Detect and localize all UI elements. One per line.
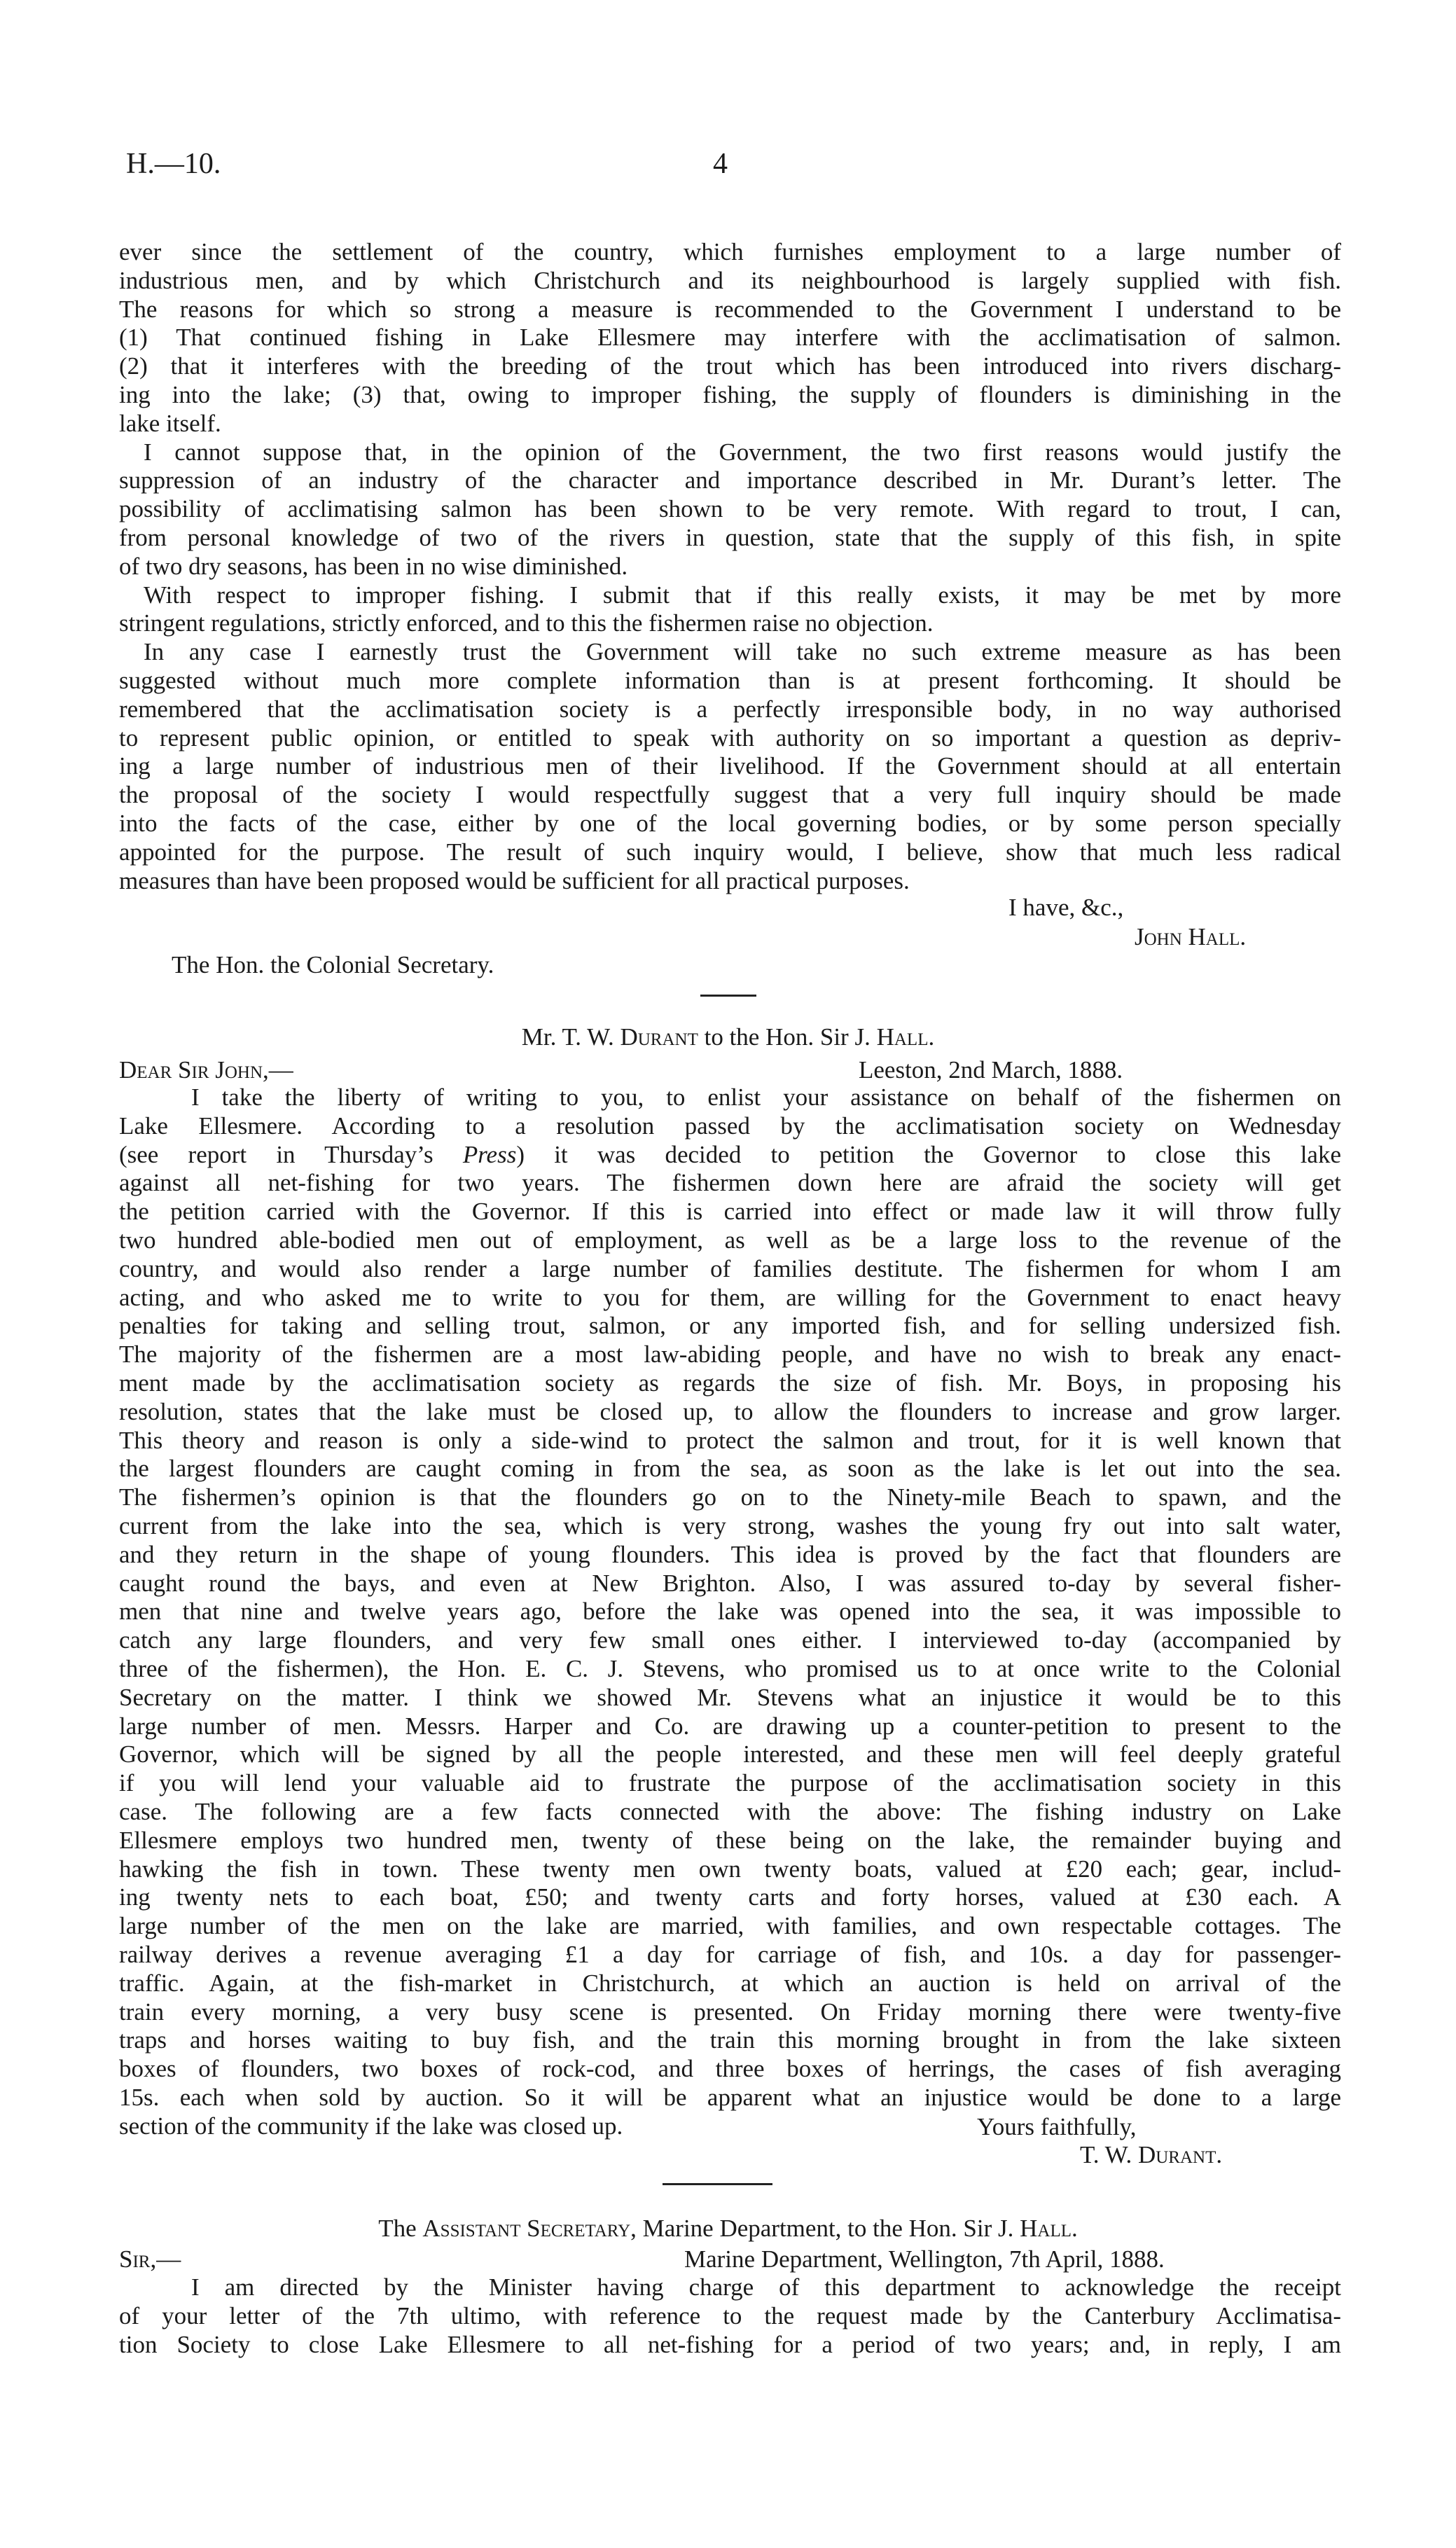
text-line: ing into the lake; (3) that, owing to improper fishing, the supply of flounders is diminishing in the xyxy=(119,380,1341,408)
text-line: The reasons for which so strong a measure is recommended to the Government I understand to be xyxy=(119,295,1341,323)
addressee: The Hon. the Colonial Secretary. xyxy=(172,951,494,978)
section1-body xyxy=(119,238,1341,895)
text-line: the petition carried with the Governor. If this is carried into effect or made law it will throw fully xyxy=(119,1198,1341,1226)
text-line: traffic. Again, at the fish-market in Christchurch, at which an auction is held on arrival of the xyxy=(119,1969,1341,1997)
text-line: to represent public opinion, or entitled to speak with authority on so important a question as depriv- xyxy=(119,723,1341,752)
text-line: if you will lend your valuable aid to frustrate the purpose of the acclimatisation society in this xyxy=(119,1769,1341,1797)
text-line: ment made by the acclimatisation society as regards the size of fish. Mr. Boys, in proposing his xyxy=(119,1369,1341,1397)
text-line: In any case I earnestly trust the Government will take no such extreme measure as has been xyxy=(144,638,1341,666)
letter-body xyxy=(119,1083,1341,2140)
signature-durant: T. W. Durant. xyxy=(1080,2141,1223,2168)
text-line: I cannot suppose that, in the opinion of the Government, the two first reasons would justify the xyxy=(144,438,1341,466)
text-line: Governor, which will be signed by all the people interested, and these men will feel deeply grateful xyxy=(119,1740,1341,1768)
heading-text: to the Hon. Sir J. xyxy=(698,1023,877,1051)
text-line: large number of men. Messrs. Harper and Co. are drawing up a counter-petition to present to the xyxy=(119,1712,1341,1740)
text-line: measures than have been proposed would be sufficient for all practical purposes. xyxy=(119,866,910,894)
text-line: appointed for the purpose. The result of such inquiry would, I believe, show that much less radical xyxy=(119,838,1341,866)
text: ) it was decided to petition the Governor to close this lake xyxy=(516,1140,1341,1168)
text-line: train every morning, a very busy scene is presented. On Friday morning there were twenty-five xyxy=(119,1997,1341,2026)
text-line: ing twenty nets to each boat, £50; and twenty carts and forty horses, valued at £30 each. A xyxy=(119,1883,1341,1911)
text-line: traps and horses waiting to buy fish, and the train this morning brought in from the lake sixteen xyxy=(119,2026,1341,2054)
text-line: Lake Ellesmere. According to a resolution passed by the acclimatisation society on Wednesday xyxy=(119,1112,1341,1140)
salutation: Dear Sir John,— xyxy=(119,1056,293,1083)
text-line: two hundred able-bodied men out of employment, as well as be a large loss to the revenue of the xyxy=(119,1226,1341,1254)
text-line: With respect to improper fishing. I submit that if this really exists, it may be met by more xyxy=(144,581,1341,609)
text-line: suggested without much more complete information than is at present forthcoming. It should be xyxy=(119,666,1341,694)
heading-text: Mr. T. W. xyxy=(521,1023,620,1051)
text-line: men that nine and twelve years ago, before the lake was opened into the sea, it was impossible to xyxy=(119,1598,1341,1626)
text-line: the proposal of the society I would respectfully suggest that a very full inquiry should be made xyxy=(119,781,1341,809)
section-divider xyxy=(663,2183,772,2185)
text-line: stringent regulations, strictly enforced, and to this the fishermen raise no objection. xyxy=(119,609,934,637)
text-line: The majority of the fishermen are a most law-abiding people, and have no wish to break any enact- xyxy=(119,1341,1341,1369)
document-reference: H.—10. xyxy=(126,148,221,180)
letter-body xyxy=(119,2273,1341,2359)
heading-title: Assistant Secretary xyxy=(422,2215,631,2242)
text-line: boxes of flounders, two boxes of rock-cod, and three boxes of herrings, the cases of fish averaging xyxy=(119,2055,1341,2083)
text-line: railway derives a revenue averaging £1 a day for carriage of fish, and 10s. a day for passenger- xyxy=(119,1940,1341,1968)
text-line: possibility of acclimatising salmon has been shown to be very remote. With regard to trout, I can, xyxy=(119,495,1341,523)
place-date: Marine Department, Wellington, 7th April, 1888. xyxy=(684,2245,1165,2273)
closing-yours-faithfully: Yours faithfully, xyxy=(977,2113,1137,2140)
text-line: The fishermen’s opinion is that the flounders go on to the Ninety-mile Beach to spawn, and the xyxy=(119,1483,1341,1511)
text-line: large number of the men on the lake are married, with families, and own respectable cottages. The xyxy=(119,1912,1341,1940)
text-line: resolution, states that the lake must be closed up, to allow the flounders to increase and grow larger. xyxy=(119,1397,1341,1425)
text-line: penalties for taking and selling trout, salmon, or any imported fish, and for selling undersized fish. xyxy=(119,1312,1341,1340)
text-line: industrious men, and by which Christchurch and its neighbourhood is largely supplied with fish. xyxy=(119,266,1341,294)
text-line: suppression of an industry of the character and importance described in Mr. Durant’s letter. The xyxy=(119,466,1341,494)
text-line: I take the liberty of writing to you, to enlist your assistance on behalf of the fishermen on xyxy=(191,1083,1341,1111)
page-number: 4 xyxy=(713,148,728,180)
italic-text: Press xyxy=(462,1140,517,1168)
text-line: ing a large number of industrious men of their livelihood. If the Government should at all entertain xyxy=(119,752,1341,780)
heading-name: Hall. xyxy=(876,1023,935,1051)
text-line: ever since the settlement of the country, which furnishes employment to a large number of xyxy=(119,238,1341,265)
text: (see report in Thursday’s xyxy=(119,1140,463,1168)
text-line: against all net-fishing for two years. The fishermen down here are afraid the society will get xyxy=(119,1169,1341,1197)
text-line: country, and would also render a large number of families destitute. The fishermen for whom I am xyxy=(119,1254,1341,1282)
text-line: (1) That continued fishing in Lake Ellesmere may interfere with the acclimatisation of salmon. xyxy=(119,324,1341,352)
heading-text: , Marine Department, to the Hon. Sir J. xyxy=(630,2215,1020,2242)
text-line: and they return in the shape of young flounders. This idea is proved by the fact that flounders are xyxy=(119,1540,1341,1568)
text-line: hawking the fish in town. These twenty men own twenty boats, valued at £20 each; gear, includ- xyxy=(119,1855,1341,1883)
place-date: Leeston, 2nd March, 1888. xyxy=(859,1056,1123,1083)
signature-john-hall: John Hall. xyxy=(1135,923,1247,950)
text-line: three of the fishermen), the Hon. E. C. J. Stevens, who promised us to at once write to the Colonial xyxy=(119,1654,1341,1682)
text-line: section of the community if the lake was closed up. xyxy=(119,2112,623,2140)
text-line: current from the lake into the sea, which is very strong, washes the young fry out into salt water, xyxy=(119,1511,1341,1539)
heading-text: The xyxy=(378,2215,423,2242)
section-divider xyxy=(700,995,756,997)
text-line: Ellesmere employs two hundred men, twenty of these being on the lake, the remainder buying and xyxy=(119,1826,1341,1854)
text-line: of two dry seasons, has been in no wise diminished. xyxy=(119,552,628,580)
text-line: from personal knowledge of two of the rivers in question, state that the supply of this fish, in spite xyxy=(119,523,1341,551)
text-line: This theory and reason is only a side-wind to protect the salmon and trout, for it is well known that xyxy=(119,1426,1341,1454)
closing-i-have: I have, &c., xyxy=(1008,894,1124,921)
text-line: (2) that it interferes with the breeding of the trout which has been introduced into rivers discharg- xyxy=(119,352,1341,380)
text-line: I am directed by the Minister having charge of this department to acknowledge the receipt xyxy=(191,2273,1341,2301)
text-line: 15s. each when sold by auction. So it will be apparent what an injustice would be done to a large xyxy=(119,2083,1341,2111)
text-line: lake itself. xyxy=(119,409,221,437)
heading-name: Hall. xyxy=(1020,2215,1078,2242)
text-line: catch any large flounders, and very few small ones either. I interviewed to-day (accompanied by xyxy=(119,1626,1341,1654)
text-line: remembered that the acclimatisation society is a perfectly irresponsible body, in no way authorised xyxy=(119,695,1341,723)
text-line: into the facts of the case, either by one of the local governing bodies, or by some person specially xyxy=(119,809,1341,837)
text-line: acting, and who asked me to write to you for them, are willing for the Government to enact heavy xyxy=(119,1283,1341,1311)
letter-heading xyxy=(0,2215,1456,2243)
text-line: case. The following are a few facts connected with the above: The fishing industry on Lake xyxy=(119,1797,1341,1825)
text-line xyxy=(119,1141,1341,1170)
letter-heading xyxy=(0,1023,1456,1052)
text-line: caught round the bays, and even at New Brighton. Also, I was assured to-day by several fisher- xyxy=(119,1569,1341,1597)
heading-name: Durant xyxy=(620,1023,698,1051)
text-line: Secretary on the matter. I think we showed Mr. Stevens what an injustice it would be to this xyxy=(119,1683,1341,1711)
salutation: Sir,— xyxy=(119,2245,181,2273)
text-line: of your letter of the 7th ultimo, with reference to the request made by the Canterbury Acclimatisa- xyxy=(119,2301,1341,2329)
text-line: the largest flounders are caught coming in from the sea, as soon as the lake is let out into the sea. xyxy=(119,1455,1341,1483)
text-line: tion Society to close Lake Ellesmere to all net-fishing for a period of two years; and, in reply, I am xyxy=(119,2330,1341,2358)
